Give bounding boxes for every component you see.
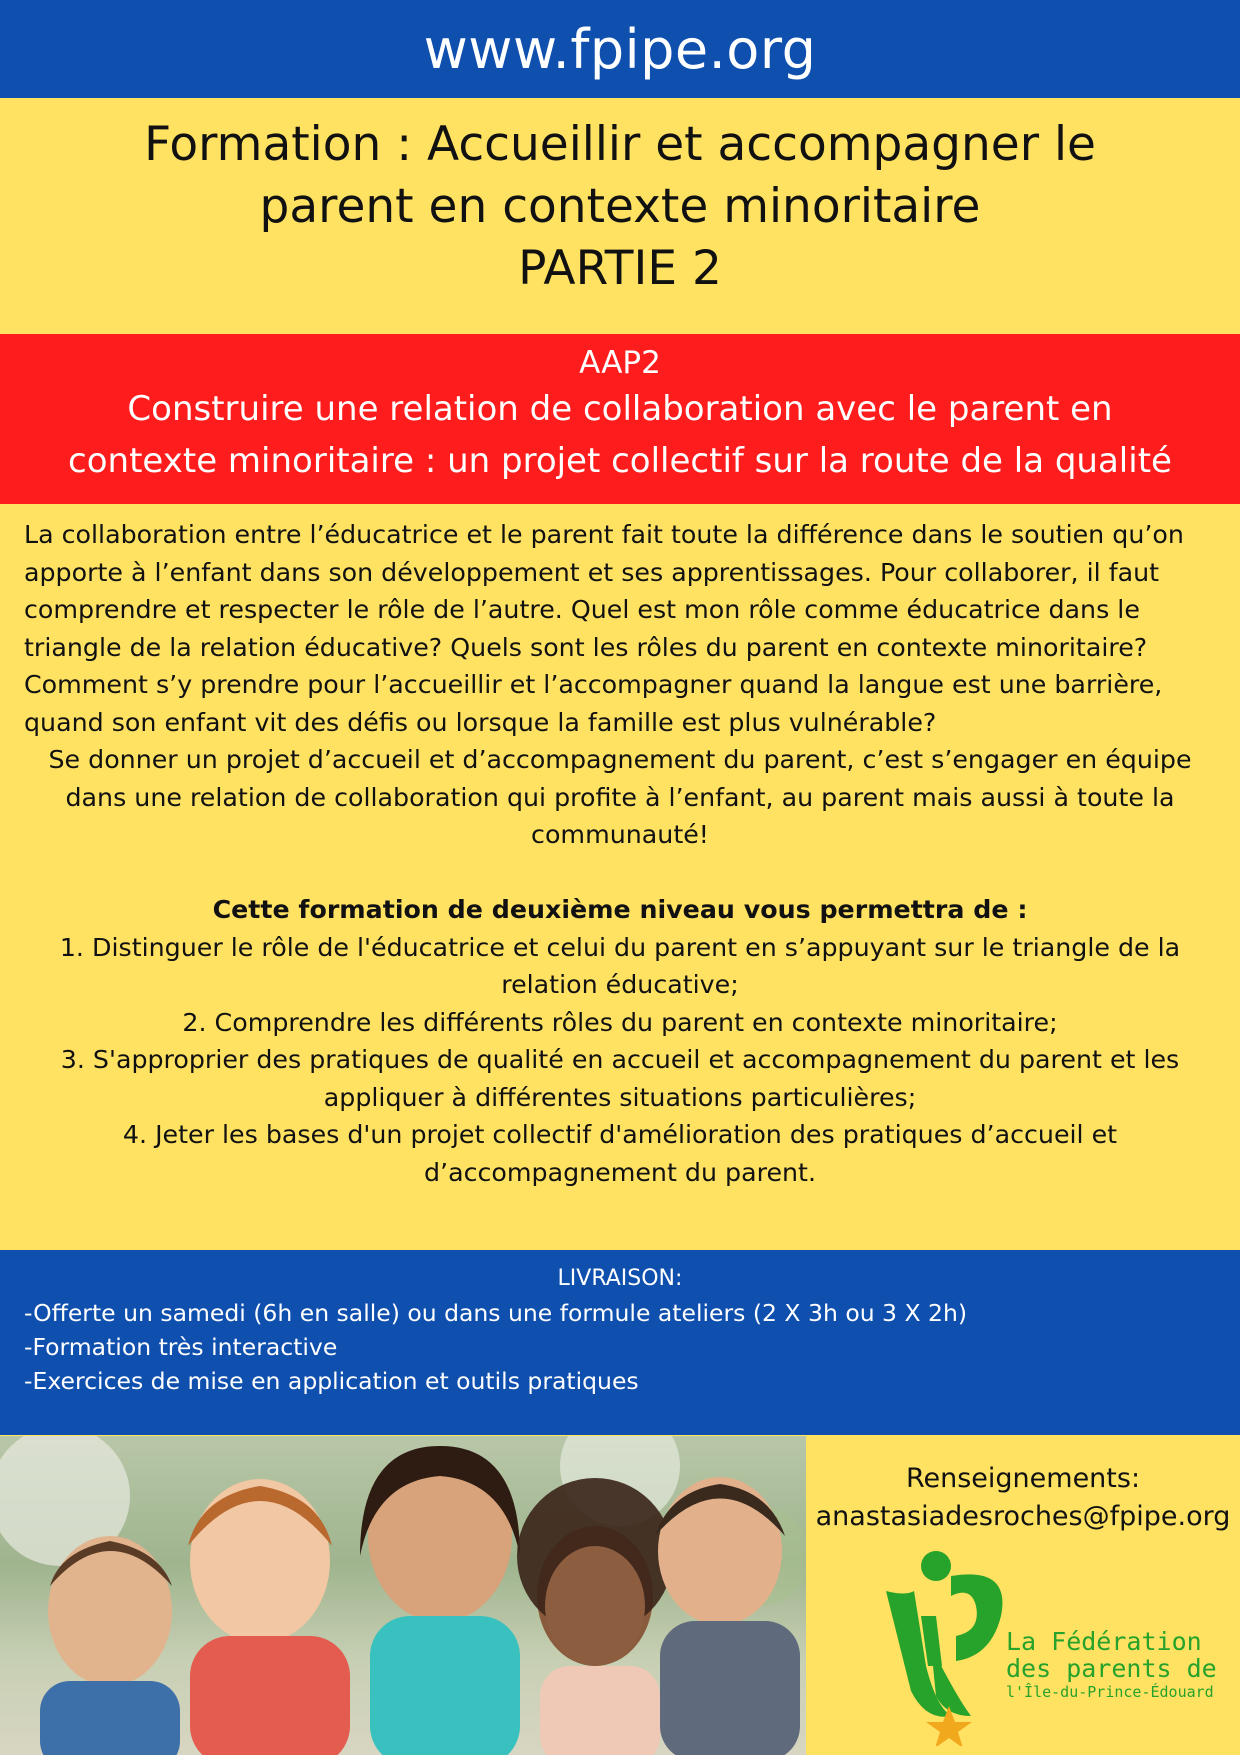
contact-label: Renseignements: <box>905 1463 1141 1494</box>
children-photo <box>0 1436 806 1755</box>
children-illustration <box>0 1436 806 1755</box>
course-subtitle-line-2: contexte minoritaire : un projet collectif sur la route de la qualité <box>68 441 1172 481</box>
objective-item-4: 4. Jeter les bases d'un projet collectif d'amélioration des pratiques d’accueil et d’accompagnement du parent. <box>122 1120 1118 1187</box>
delivery-item-2: -Formation très interactive <box>24 1333 338 1361</box>
logo-line-1: La Fédération <box>1006 1627 1202 1656</box>
logo-line-3: l'Île-du-Prince-Édouard <box>1006 1683 1214 1701</box>
intro-paragraph-2: Se donner un projet d’accueil et d’accompagnement du parent, c’est s’engager en équipe dans une relation de collaboration qui profite à l’enfant, au parent mais aussi à toute la communauté! <box>48 745 1192 849</box>
website-url[interactable]: www.fpipe.org <box>423 17 817 81</box>
logo-line-2: des parents de <box>1006 1654 1217 1683</box>
spacer <box>24 854 1216 892</box>
contact-panel <box>806 1436 1240 1755</box>
objective-item-2: 2. Comprendre les différents rôles du parent en contexte minoritaire; <box>182 1007 1058 1037</box>
delivery-block <box>0 1250 1240 1435</box>
course-subtitle-line-1: Construire une relation de collaboration avec le parent en <box>127 389 1113 429</box>
title-line-3: PARTIE 2 <box>518 241 722 296</box>
intro-paragraph-1: La collaboration entre l’éducatrice et le parent fait toute la différence dans le soutien qu’on apporte à l’enfant dans son développement et ses apprentissages. Pour collaborer, il faut comprendre et respecter le rôle de l’autre. Quel est mon rôle comme éducatrice dans le triangle de la relation éducative? Quels sont les rôles du parent en contexte minoritaire? Comment s’y prendre pour l’accueillir et l’accompagner quand la langue est une barrière, quand son enfant vit des défis ou lorsque la famille est plus vulnérable? <box>24 520 1184 737</box>
objective-item-1: 1. Distinguer le rôle de l'éducatrice et celui du parent en s’appuyant sur le triangle de la relation éducative; <box>59 932 1181 999</box>
header-band <box>0 0 1240 98</box>
title-line-1: Formation : Accueillir et accompagner le <box>144 117 1096 172</box>
objective-item-3: 3. S'approprier des pratiques de qualité en accueil et accompagnement du parent et les appliquer à différentes situations particulières; <box>60 1045 1180 1112</box>
course-banner <box>0 334 1240 504</box>
federation-logo-icon <box>876 1546 1026 1746</box>
objectives-heading: Cette formation de deuxième niveau vous permettra de : <box>212 895 1028 924</box>
delivery-item-3: -Exercices de mise en application et outils pratiques <box>24 1367 639 1395</box>
delivery-heading: LIVRAISON: <box>557 1266 683 1291</box>
course-code: AAP2 <box>579 345 661 381</box>
logo-text <box>1006 1628 1217 1702</box>
delivery-item-1: -Offerte un samedi (6h en salle) ou dans une formule ateliers (2 X 3h ou 3 X 2h) <box>24 1299 968 1327</box>
title-block <box>0 98 1240 334</box>
contact-email-link[interactable]: anastasiadesroches@fpipe.org <box>815 1501 1231 1532</box>
description-block <box>0 516 1240 1191</box>
title-line-2: parent en contexte minoritaire <box>259 179 981 234</box>
